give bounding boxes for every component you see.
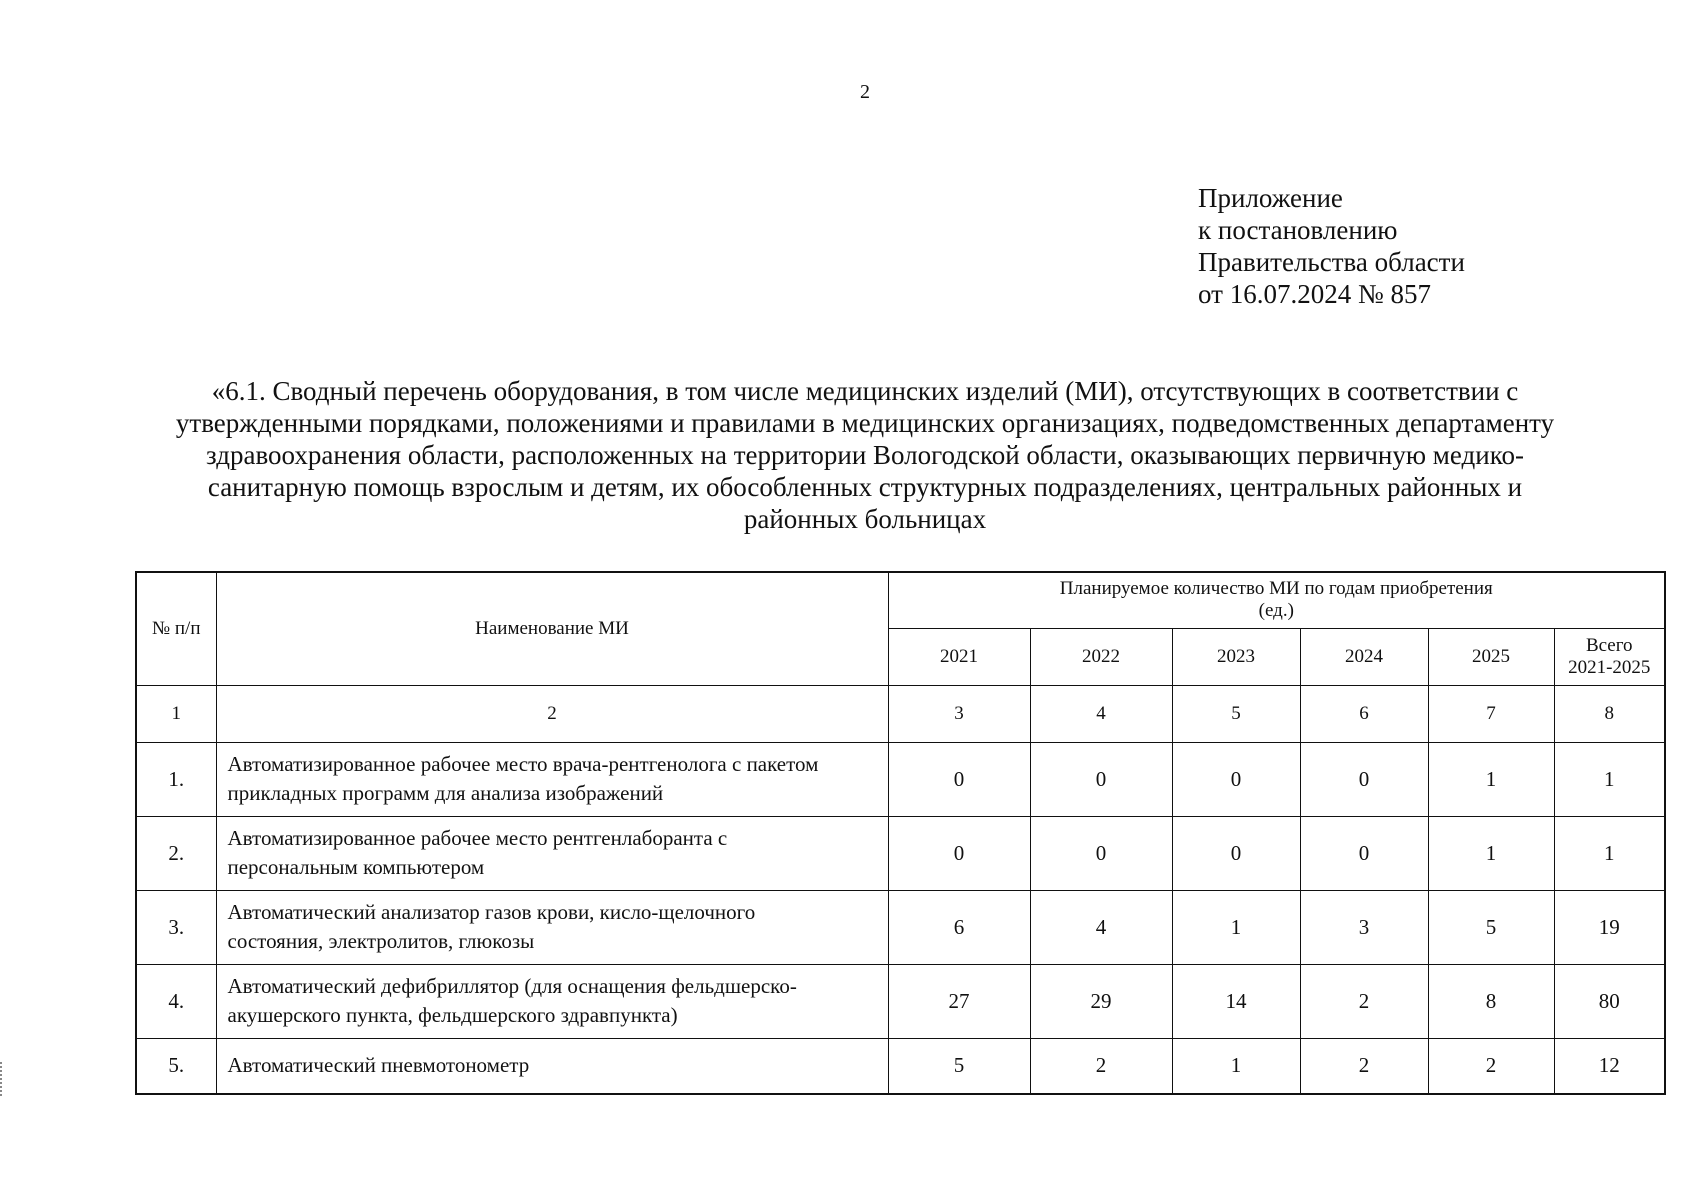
row-value-2024: 0 [1300, 742, 1428, 816]
row-value-2024: 2 [1300, 964, 1428, 1038]
title-line: «6.1. Сводный перечень оборудования, в том числе медицинских изделий (МИ), отсутствующих в соответствии с [211, 376, 1519, 406]
row-value-2022: 2 [1030, 1038, 1172, 1094]
row-value-2023: 0 [1172, 742, 1300, 816]
appendix-line: от 16.07.2024 № 857 [1198, 279, 1431, 309]
row-number: 3. [136, 890, 216, 964]
column-number: 2 [216, 685, 888, 742]
row-value-2021: 6 [888, 890, 1030, 964]
row-value-2022: 29 [1030, 964, 1172, 1038]
scan-edge-mark [0, 1062, 4, 1096]
table-row [136, 742, 1665, 816]
row-name-line: Автоматизированное рабочее место рентгенлаборанта с [227, 826, 728, 850]
row-value-2022: 4 [1030, 890, 1172, 964]
row-value-2025: 2 [1428, 1038, 1554, 1094]
row-number: 1. [136, 742, 216, 816]
appendix-line: Приложение [1198, 183, 1343, 213]
row-value-2023: 14 [1172, 964, 1300, 1038]
column-number: 7 [1428, 685, 1554, 742]
row-value-2025: 5 [1428, 890, 1554, 964]
header-planned-unit: (ед.) [1258, 600, 1294, 622]
row-value-2025: 1 [1428, 816, 1554, 890]
row-value-total: 1 [1554, 816, 1665, 890]
row-name-line: акушерского пункта, фельдшерского здравпункта) [227, 1003, 678, 1027]
row-name-line: Автоматический дефибриллятор (для оснащения фельдшерско- [227, 974, 797, 998]
page-number: 2 [860, 81, 870, 103]
row-value-2022: 0 [1030, 816, 1172, 890]
title-line: утвержденными порядками, положениями и правилами в медицинских организациях, подведомственных департаменту [175, 408, 1555, 438]
row-name [216, 816, 888, 890]
header-year: 2021 [888, 628, 1030, 685]
row-name-line: Автоматизированное рабочее место врача-рентгенолога с пакетом [227, 752, 819, 776]
row-value-2021: 27 [888, 964, 1030, 1038]
header-total-line: Всего [1585, 634, 1633, 656]
column-number-row [136, 685, 1665, 742]
header-name: Наименование МИ [216, 572, 888, 685]
row-name-line: персональным компьютером [227, 855, 485, 879]
appendix-block [1198, 182, 1465, 310]
row-value-2022: 0 [1030, 742, 1172, 816]
row-name-line: состояния, электролитов, глюкозы [227, 929, 535, 953]
row-value-2021: 0 [888, 816, 1030, 890]
header-total [1554, 628, 1665, 685]
appendix-line: к постановлению [1198, 215, 1398, 245]
table-row [136, 816, 1665, 890]
row-name-line: Автоматический пневмотонометр [227, 1053, 530, 1078]
row-value-2025: 1 [1428, 742, 1554, 816]
column-number: 3 [888, 685, 1030, 742]
row-value-2023: 1 [1172, 890, 1300, 964]
title-line: санитарную помощь взрослым и детям, их обособленных структурных подразделениях, центральных районных и [207, 472, 1523, 502]
row-value-2023: 1 [1172, 1038, 1300, 1094]
document-title [130, 375, 1600, 535]
row-value-2023: 0 [1172, 816, 1300, 890]
row-value-2021: 5 [888, 1038, 1030, 1094]
row-name [216, 742, 888, 816]
row-name-line: Автоматический анализатор газов крови, кисло-щелочного [227, 900, 756, 924]
column-number: 8 [1554, 685, 1665, 742]
row-value-2024: 0 [1300, 816, 1428, 890]
header-year: 2025 [1428, 628, 1554, 685]
table-row [136, 1038, 1665, 1094]
column-number: 5 [1172, 685, 1300, 742]
header-planned [888, 572, 1665, 628]
header-year: 2023 [1172, 628, 1300, 685]
row-value-total: 1 [1554, 742, 1665, 816]
column-number: 6 [1300, 685, 1428, 742]
row-value-2021: 0 [888, 742, 1030, 816]
row-value-2025: 8 [1428, 964, 1554, 1038]
title-line: районных больницах [743, 504, 987, 534]
row-value-total: 80 [1554, 964, 1665, 1038]
header-total-range: 2021-2025 [1568, 656, 1651, 678]
table-row [136, 890, 1665, 964]
row-number: 4. [136, 964, 216, 1038]
row-value-2024: 2 [1300, 1038, 1428, 1094]
table-header-row [136, 572, 1665, 628]
row-number: 5. [136, 1038, 216, 1094]
row-value-total: 19 [1554, 890, 1665, 964]
row-number: 2. [136, 816, 216, 890]
column-number: 4 [1030, 685, 1172, 742]
header-planned-line: Планируемое количество МИ по годам приобретения [1059, 578, 1493, 600]
row-name [216, 890, 888, 964]
header-num: № п/п [136, 572, 216, 685]
title-line: здравоохранения области, расположенных на территории Вологодской области, оказывающих первичную медико- [206, 440, 1524, 470]
row-value-2024: 3 [1300, 890, 1428, 964]
header-year: 2022 [1030, 628, 1172, 685]
equipment-table [135, 571, 1666, 1095]
row-name [216, 964, 888, 1038]
row-name [216, 1038, 888, 1094]
row-name-line: прикладных программ для анализа изображений [227, 781, 664, 805]
column-number: 1 [136, 685, 216, 742]
header-year: 2024 [1300, 628, 1428, 685]
row-value-total: 12 [1554, 1038, 1665, 1094]
appendix-line: Правительства области [1198, 247, 1465, 277]
table-row [136, 964, 1665, 1038]
